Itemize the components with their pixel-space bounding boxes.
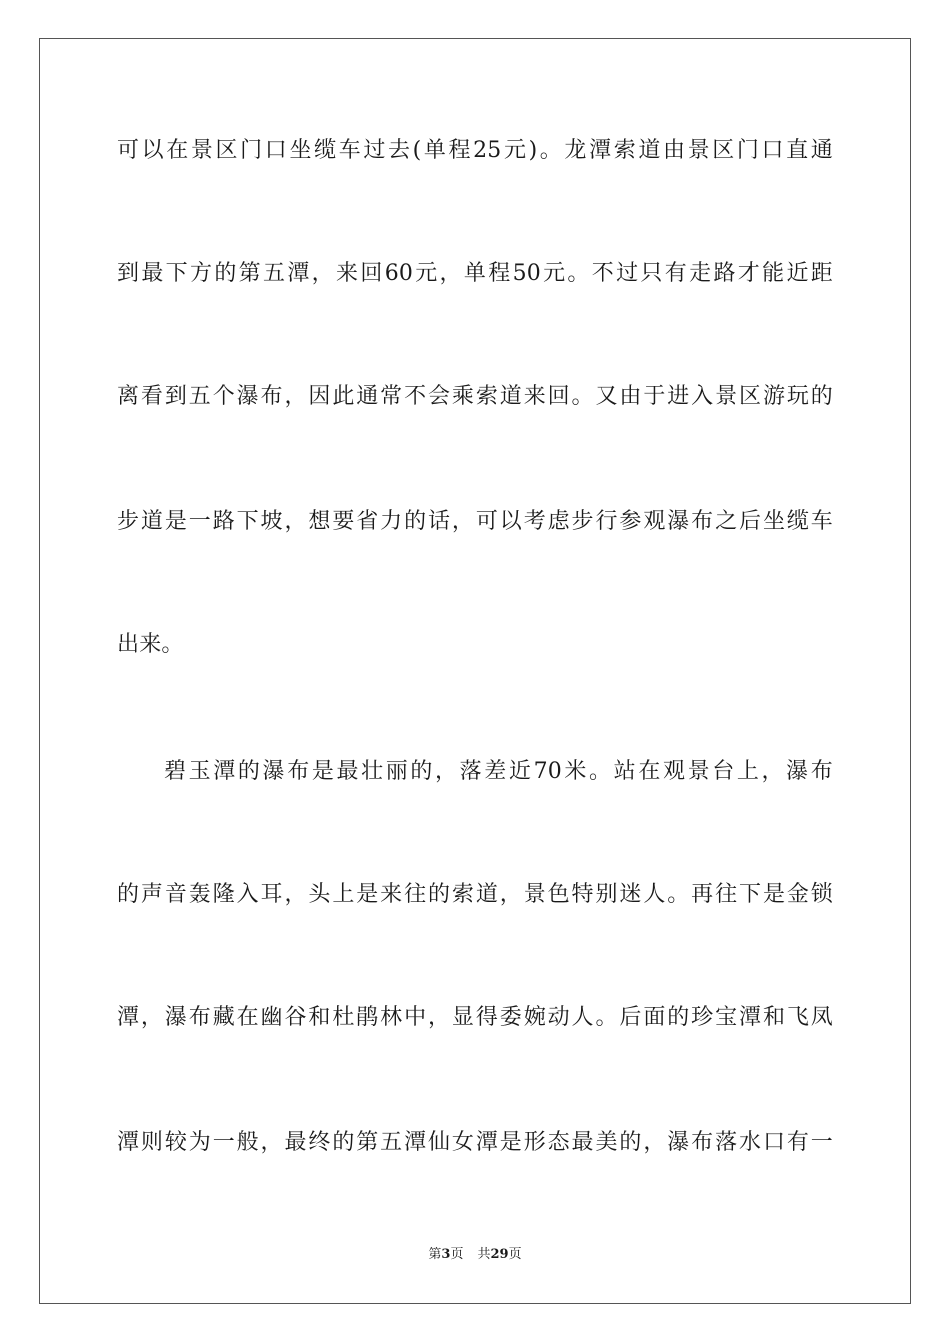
page-footer xyxy=(0,1246,950,1264)
body-text-line-9: 潭则较为一般，最终的第五潭仙女潭是形态最美的，瀑布落水口有一 xyxy=(117,1130,833,1155)
footer-page-prefix: 第 xyxy=(428,1247,442,1262)
footer-total-prefix: 共 xyxy=(477,1247,491,1262)
paragraph-indent-line: 碧玉潭的瀑布是最壮丽的，落差近70米。站在观景台上，瀑布 xyxy=(164,759,833,784)
body-text-line-2: 到最下方的第五潭，来回60元，单程50元。不过只有走路才能近距 xyxy=(117,261,833,286)
footer-total-pages: 29 xyxy=(490,1247,509,1262)
body-text-line-1: 可以在景区门口坐缆车过去(单程25元)。龙潭索道由景区门口直通 xyxy=(117,138,833,163)
footer-page-suffix: 页 xyxy=(450,1247,464,1262)
body-text-line-3: 离看到五个瀑布，因此通常不会乘索道来回。又由于进入景区游玩的 xyxy=(117,384,833,409)
footer-page-current: 3 xyxy=(441,1247,451,1262)
body-text-line-4: 步道是一路下坡，想要省力的话，可以考虑步行参观瀑布之后坐缆车 xyxy=(117,509,833,534)
body-text-line-7: 的声音轰隆入耳，头上是来往的索道，景色特别迷人。再往下是金锁 xyxy=(117,882,833,907)
page-border xyxy=(39,38,911,1304)
body-text-line-8: 潭，瀑布藏在幽谷和杜鹃林中，显得委婉动人。后面的珍宝潭和飞凤 xyxy=(117,1005,833,1030)
footer-total-suffix: 页 xyxy=(508,1247,522,1262)
body-text-line-5: 出来。 xyxy=(117,632,184,657)
